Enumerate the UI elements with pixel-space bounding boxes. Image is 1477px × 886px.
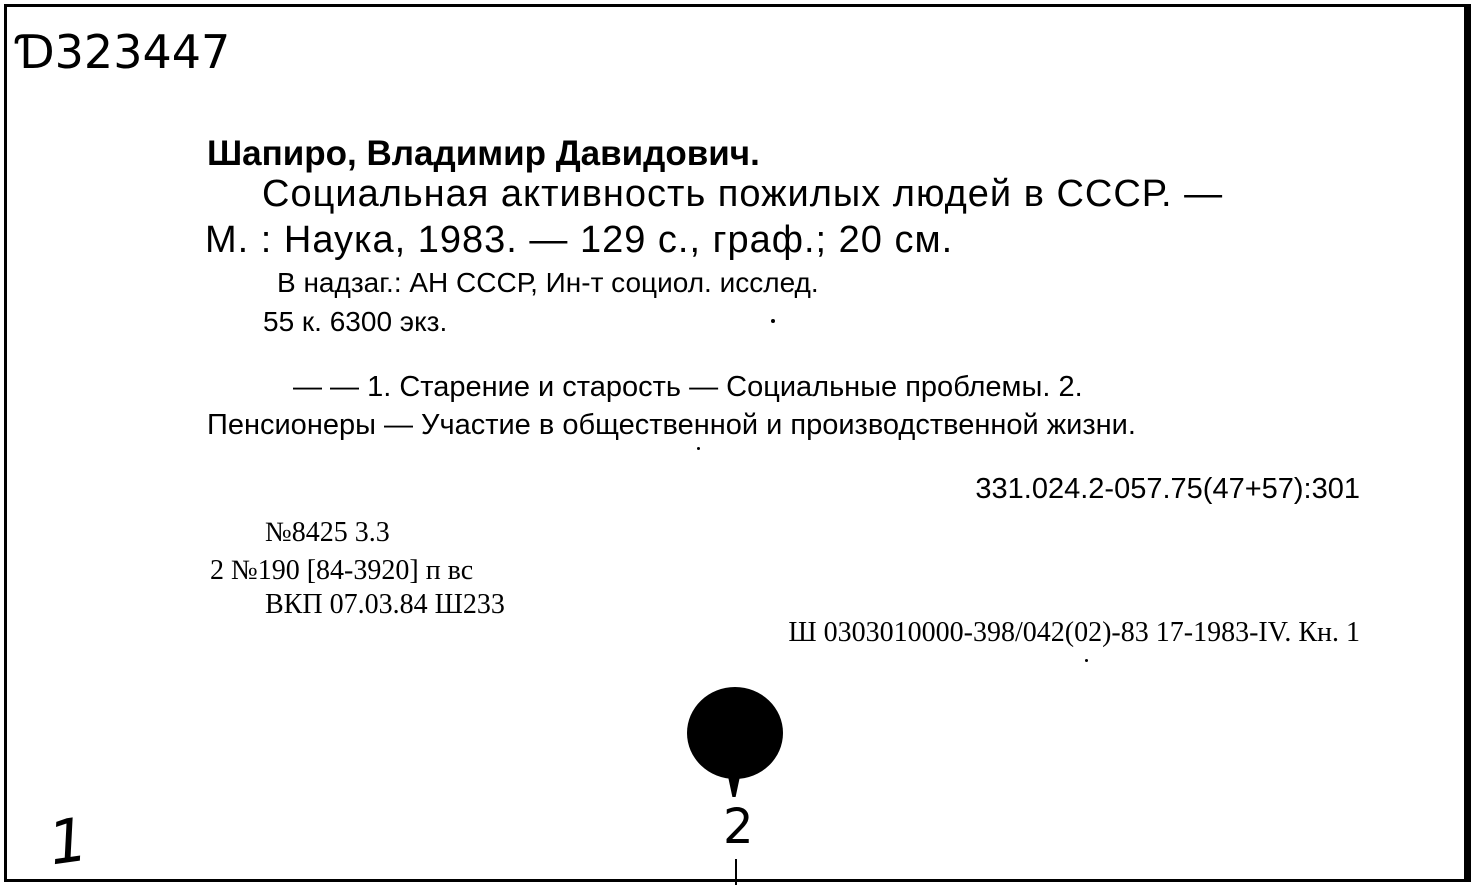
note-line-2: 55 к. 6300 экз. [263,306,448,337]
inventory-number: Ɗ323447 [17,25,231,79]
speck [1085,659,1088,662]
code-line-3: ВКП 07.03.84 Ш233 [265,589,505,620]
title-line-2: М. : Наука, 1983. — 129 с., граф.; 20 см. [205,219,954,261]
code-line-4: Ш 0303010000-398/042(02)-83 17-1983-IV. Кн. 1 [788,617,1360,648]
punch-hole [687,687,783,779]
handwritten-mark-1: 1 [44,804,92,880]
pencil-tick [735,859,737,885]
title-line-1: Социальная активность пожилых людей в СССР. — [262,173,1224,215]
udc-code: 331.024.2-057.75(47+57):301 [975,473,1360,505]
note-line-1: В надзаг.: АН СССР, Ин-т социол. исслед. [277,267,819,298]
subjects-line-1: — — 1. Старение и старость — Социальные проблемы. 2. [293,371,1083,403]
card-edge [1464,7,1468,879]
subjects-line-2: Пенсионеры — Участие в общественной и производственной жизни. [207,409,1136,441]
speck [697,447,700,450]
author-heading: Шапиро, Владимир Давидович. [207,134,760,173]
code-line-1: №8425 3.3 [265,517,390,548]
speck [771,319,775,323]
handwritten-mark-2: 2 [723,799,754,855]
code-line-2: 2 №190 [84-3920] п вс [210,555,474,586]
punch-hole-tail [726,767,742,797]
catalog-card [4,4,1471,882]
